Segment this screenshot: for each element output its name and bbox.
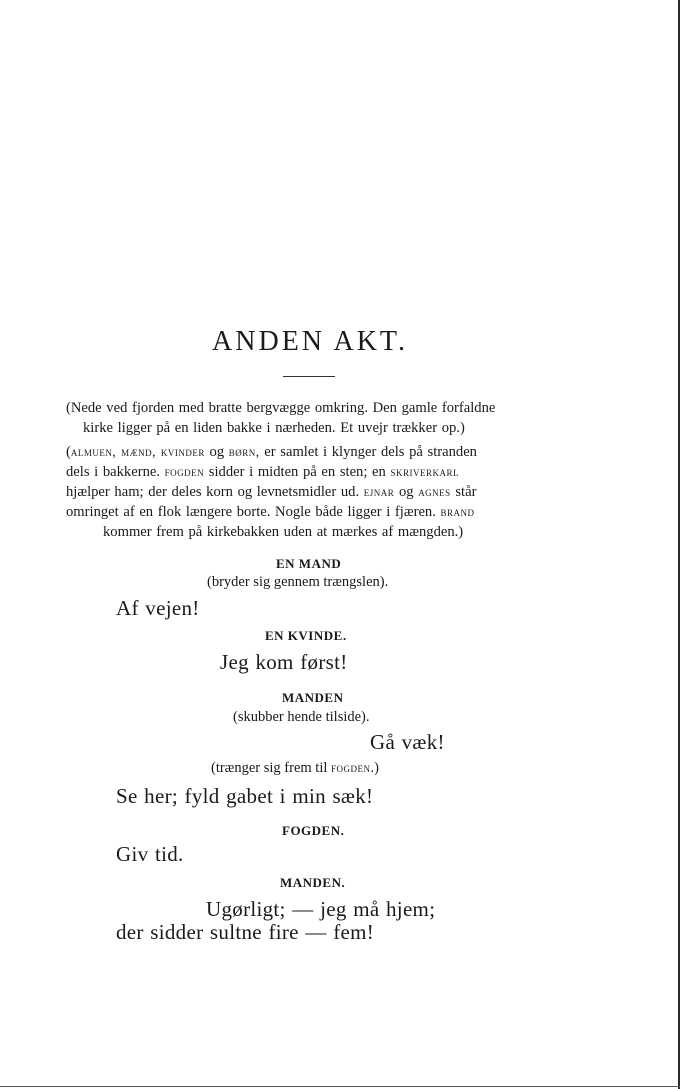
scene-text: hjælper ham; der deles korn og levnetsmidler ud.	[66, 484, 364, 500]
scene-persons: ejnar	[363, 484, 395, 499]
scene-text: er samlet i klynger dels på stranden	[259, 444, 477, 460]
scene-line-5: kommer frem på kirkebakken uden at mærkes af mængden.)	[103, 524, 464, 540]
scene-text: står	[450, 484, 477, 500]
scene-text: (	[66, 444, 71, 460]
scene-persons: almuen, mænd, kvinder	[70, 444, 205, 459]
speaker-fogden: FOGDEN.	[282, 823, 345, 838]
setting-line-2: kirke ligger på en liden bakke i nærheden. Et uvejr trækker op.)	[83, 420, 465, 436]
verse-line: der sidder sultne fire — fem!	[116, 920, 375, 944]
verse-line: Gå væk!	[370, 730, 445, 754]
verse-line: Se her; fyld gabet i min sæk!	[116, 784, 374, 808]
verse-line: Jeg kom først!	[220, 650, 348, 674]
verse-line: Giv tid.	[116, 842, 184, 866]
scene-line-2	[66, 462, 459, 482]
verse-line: Ugørligt; — jeg må hjem;	[206, 897, 436, 921]
speaker-manden: MANDEN.	[280, 875, 346, 890]
page-edge-bottom	[0, 1086, 680, 1087]
stage-direction: (skubber hende tilside).	[233, 709, 370, 725]
scene-persons: skriverkarl	[390, 464, 459, 479]
scene-text: omringet af en flok længere borte. Nogle både ligger i fjæren.	[66, 504, 441, 520]
verse-line: Af vejen!	[116, 596, 200, 620]
stage-direction	[211, 760, 379, 777]
scene-text: dels i bakkerne.	[66, 464, 165, 480]
setting-line-1: (Nede ved fjorden med bratte bergvægge omkring. Den gamle forfaldne	[66, 400, 496, 416]
title-rule	[283, 376, 335, 377]
scene-persons: brand	[440, 504, 475, 519]
direction-text: .)	[370, 760, 379, 776]
scene-text: sidder i midten på en sten; en	[204, 464, 391, 480]
scene-line-4	[66, 502, 475, 522]
scene-persons: børn,	[228, 444, 260, 459]
scene-persons: fogden	[164, 464, 205, 479]
scene-persons: agnes	[418, 484, 451, 499]
scene-text: og	[204, 444, 229, 460]
direction-person: fogden	[331, 760, 371, 775]
direction-text: (trænger sig frem til	[211, 760, 332, 776]
speaker-manden: MANDEN	[282, 690, 344, 705]
speaker-en-kvinde: EN KVINDE.	[265, 628, 347, 643]
scene-line-3	[66, 482, 476, 502]
scene-text: og	[394, 484, 419, 500]
scene-line-1	[66, 442, 477, 462]
speaker-en-mand: EN MAND	[276, 556, 342, 571]
act-title: ANDEN AKT.	[212, 326, 408, 357]
stage-direction: (bryder sig gennem trængslen).	[207, 574, 389, 590]
